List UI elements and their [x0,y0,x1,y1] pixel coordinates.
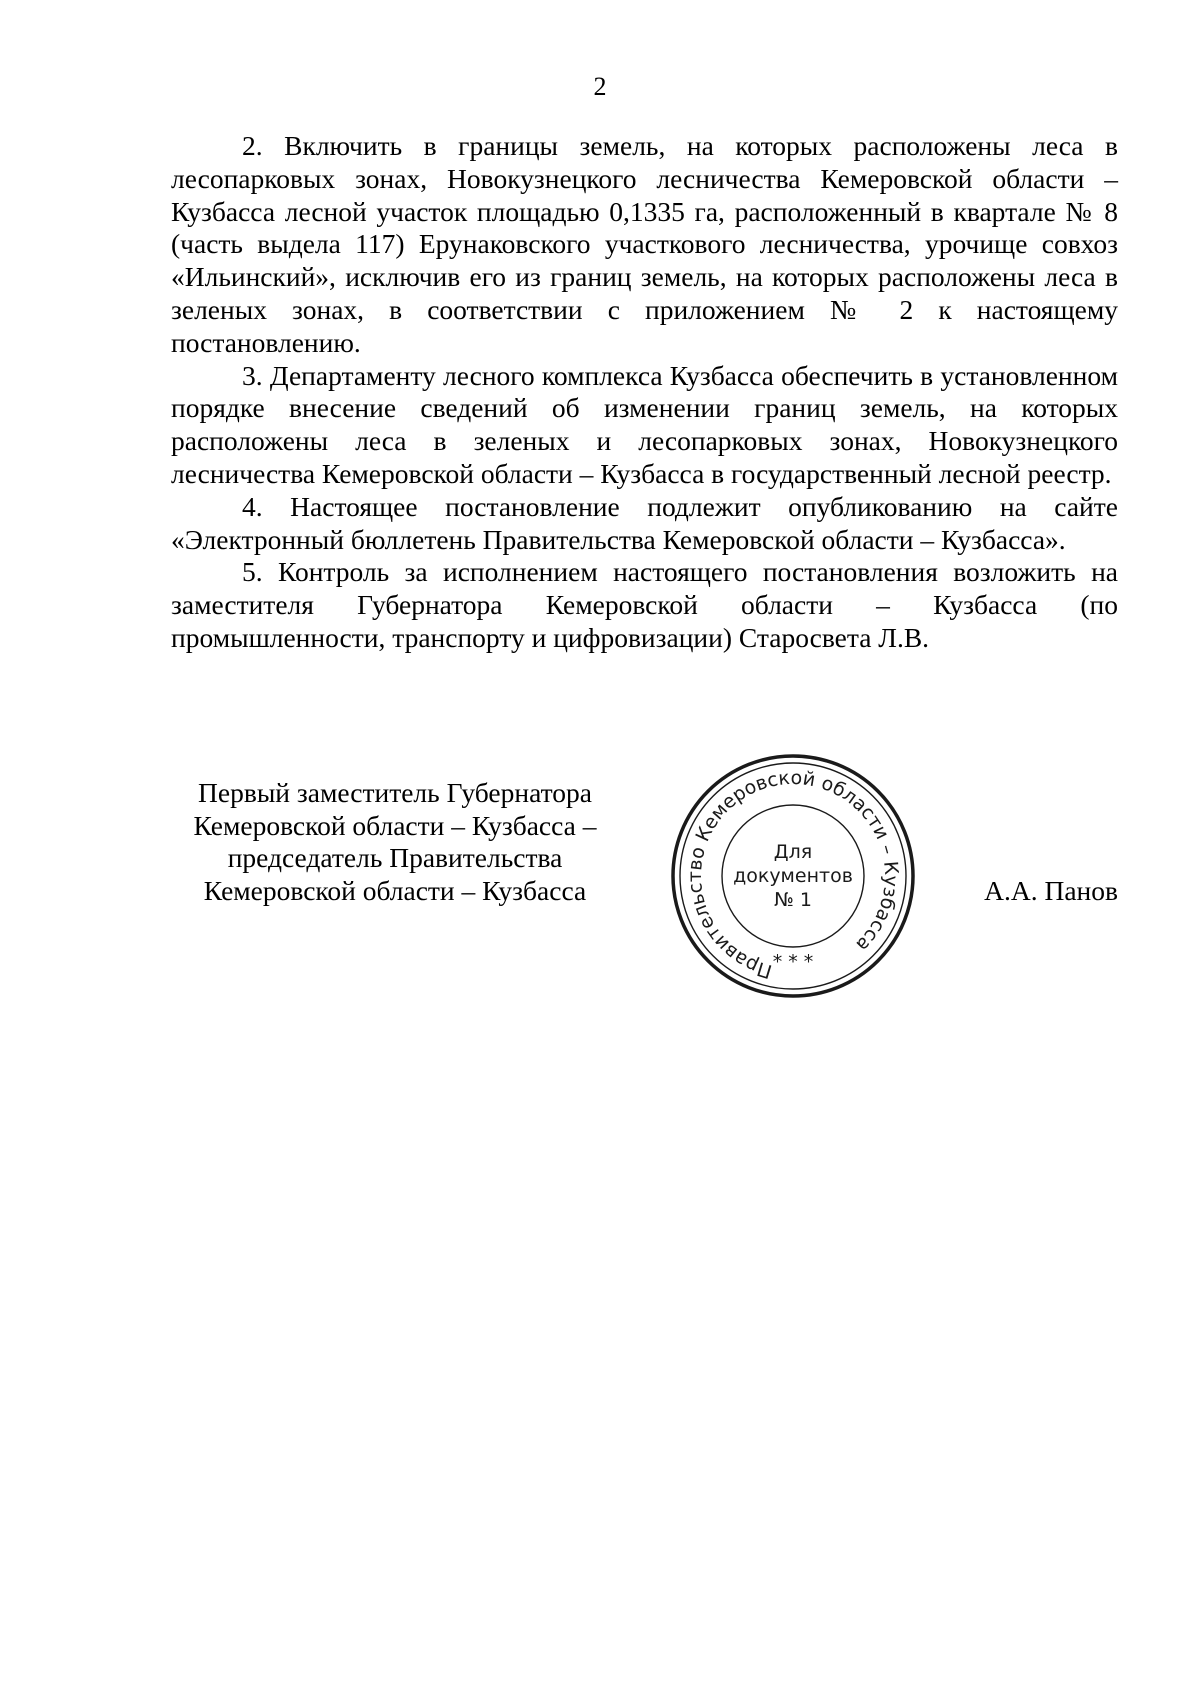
official-seal [669,752,917,1000]
signatory-name: А.А. Панов [984,875,1118,906]
paragraph-5: 5. Контроль за исполнением настоящего постановления возложить на заместителя Губернатора Кемеровской области – Кузбасса (по промышленности, транспорту и цифровизации) Старосвета Л.В. [171,556,1118,653]
paragraph-3: 3. Департаменту лесного комплекса Кузбасса обеспечить в установленном порядке внесение сведений об изменении границ земель, на которых расположены леса в зеленых и лесопарковых зонах, Новокузнецкого лесничества Кемеровской области – Кузбасса в государственный лесной реестр. [171,359,1118,489]
seal-center-line: документов [733,865,853,887]
document-body [171,130,1118,655]
signatory-title [170,777,620,907]
signatory-title-line: Кемеровской области – Кузбасса [203,874,587,906]
signatory-title-line: Кемеровской области – Кузбасса – [193,809,597,841]
seal-ring-text-path: Правительство Кемеровской области – Кузбасса [683,766,903,983]
paragraph-2: 2. Включить в границы земель, на которых расположены леса в лесопарковых зонах, Новокузнецкого лесничества Кемеровской области – Кузбасса лесной участок площадью 0,1335 га, расположенный в квартале № 8 (часть выдела 117) Ерунаковского участкового лесничества, урочище совхоз «Ильинский», исключив его из границ земель, на которых расположены леса в зеленых зонах, в соответствии с приложением № 2 к настоящему постановлению. [171,130,1118,358]
paragraph-4: 4. Настоящее постановление подлежит опубликованию на сайте «Электронный бюллетень Правительства Кемеровской области – Кузбасса». [171,490,1118,555]
seal-center-line: № 1 [774,889,812,911]
signatory-title-line: Первый заместитель Губернатора [198,777,592,808]
seal-stars: * * * [772,951,814,973]
page-number: 2 [593,72,607,101]
signatory-title-line: председатель Правительства [227,842,563,873]
seal-graphic [669,752,917,1000]
seal-center-line: Для [773,841,813,863]
